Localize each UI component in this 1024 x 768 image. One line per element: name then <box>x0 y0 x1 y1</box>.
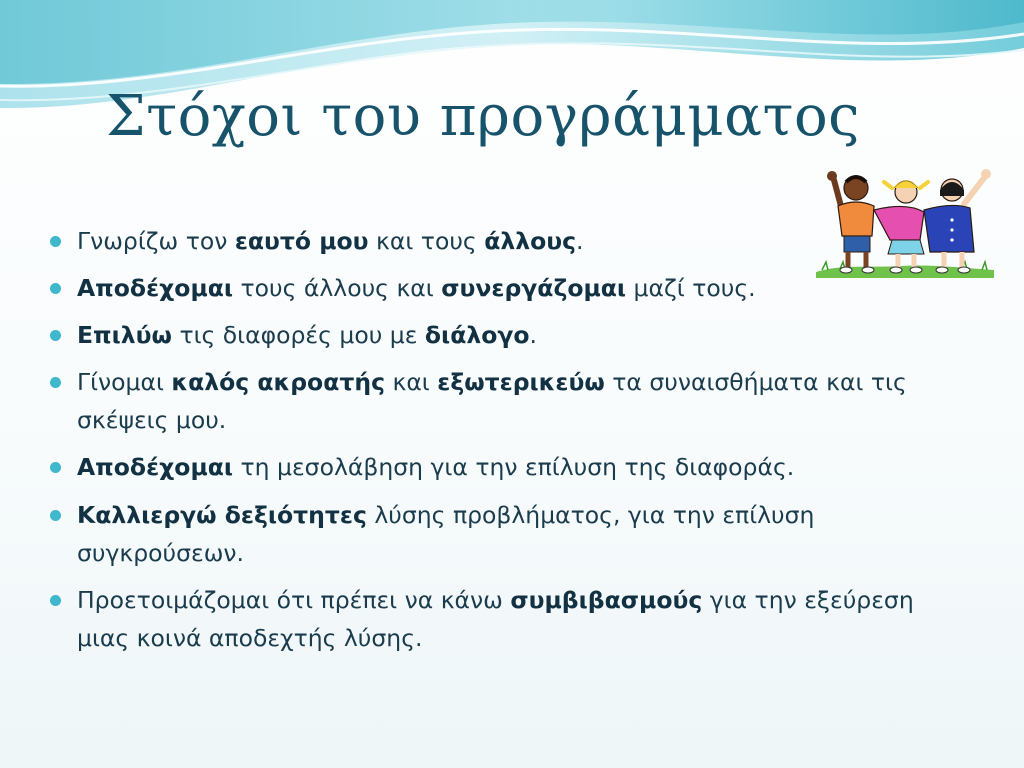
bullet-dot-icon <box>50 377 61 388</box>
bullet-item <box>50 581 950 657</box>
bullet-plain-text: Γίνομαι <box>77 368 172 396</box>
bullet-emphasis-text: εξωτερικεύω <box>437 368 605 396</box>
bullet-text <box>77 586 914 652</box>
bullet-plain-text: μαζί τους. <box>626 274 756 302</box>
bullet-plain-text: Γνωρίζω τον <box>77 227 235 255</box>
bullet-emphasis-text: καλός ακροατής <box>171 368 385 396</box>
bullet-plain-text: τη μεσολάβηση για την επίλυση της διαφοράς. <box>233 453 795 481</box>
bullet-emphasis-text: Αποδέχομαι <box>77 453 234 481</box>
bullet-emphasis-text: εαυτό μου <box>234 227 369 255</box>
bullet-emphasis-text: Αποδέχομαι <box>77 274 234 302</box>
bullet-item <box>50 448 950 486</box>
bullet-emphasis-text: διάλογο <box>424 321 530 349</box>
bullet-dot-icon <box>50 236 61 247</box>
bullet-text <box>77 501 814 567</box>
bullet-item <box>50 363 950 439</box>
bullet-emphasis-text: Καλλιεργώ δεξιότητες <box>77 501 367 529</box>
bullet-emphasis-text: συνεργάζομαι <box>441 274 627 302</box>
bullet-plain-text: τις διαφορές μου με <box>171 321 425 349</box>
bullet-dot-icon <box>50 283 61 294</box>
bullet-plain-text: . <box>529 321 538 349</box>
bullet-plain-text: και <box>385 368 438 396</box>
bullet-text <box>77 453 794 481</box>
bullet-emphasis-text: Επιλύω <box>77 321 172 349</box>
bullet-plain-text: Προετοιμάζομαι ότι πρέπει να κάνω <box>77 586 511 614</box>
bullet-text <box>77 274 756 302</box>
bullet-emphasis-text: άλλους <box>484 227 577 255</box>
bullet-plain-text: τους άλλους και <box>233 274 442 302</box>
children-waving-clipart-icon <box>812 160 998 278</box>
bullet-emphasis-text: συμβιβασμούς <box>510 586 703 614</box>
slide-title: Στόχοι του προγράμματος <box>106 84 861 149</box>
bullet-item <box>50 316 950 354</box>
bullet-text <box>77 368 907 434</box>
bullet-dot-icon <box>50 510 61 521</box>
bullet-dot-icon <box>50 595 61 606</box>
bullet-text <box>77 227 584 255</box>
bullet-item <box>50 496 950 572</box>
bullet-dot-icon <box>50 330 61 341</box>
bullet-plain-text: για την εξεύρεση μιας κοινά αποδεχτής λύσης. <box>77 586 914 652</box>
bullet-plain-text: τα συναισθήματα και τις σκέψεις μου. <box>77 368 907 434</box>
bullet-dot-icon <box>50 462 61 473</box>
bullet-plain-text: . <box>576 227 584 255</box>
bullet-plain-text: λύσης προβλήματος, για την επίλυση συγκρούσεων. <box>77 501 815 567</box>
bullet-text <box>77 321 537 349</box>
bullet-plain-text: και τους <box>368 227 485 255</box>
bullet-list <box>50 222 950 666</box>
